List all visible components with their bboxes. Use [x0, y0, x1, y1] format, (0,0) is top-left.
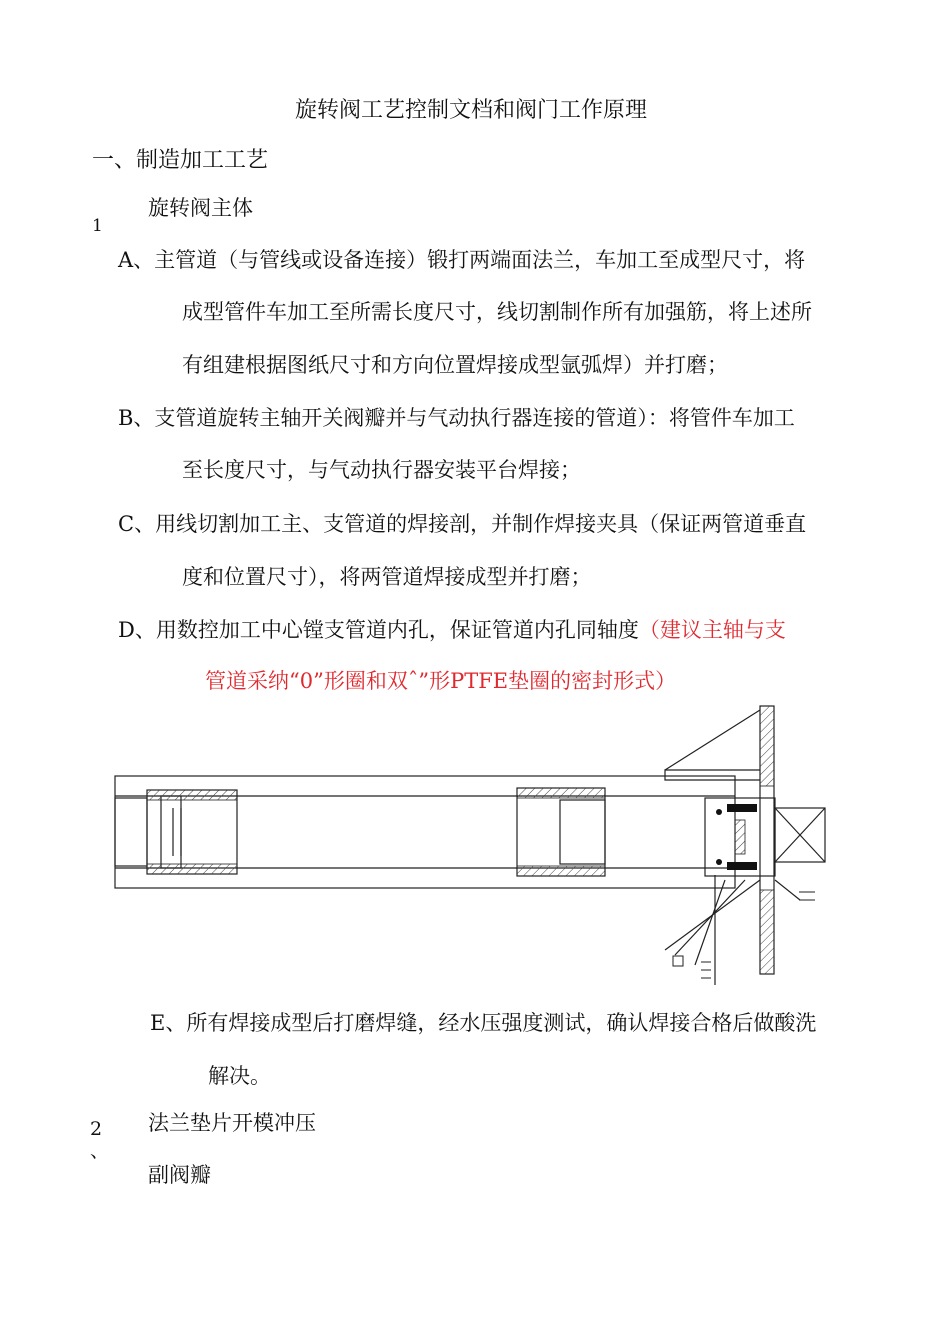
step-a-line-1: A、主管道（与管线或设备连接）锻打两端面法兰，车加工至成型尺寸，将	[118, 248, 806, 272]
step-b-line-2: 至长度尺寸，与气动执行器安装平台焊接；	[182, 458, 581, 482]
step-e-line-2: 解决。	[208, 1064, 271, 1088]
step-d-line-2: 管道采纳“0”形圈和双ˆ”形PTFE垫圈的密封形式）	[205, 669, 677, 693]
middle-fitting	[517, 788, 605, 876]
left-end-cap	[115, 798, 147, 866]
step-d-recommendation: （建议主轴与支	[638, 618, 786, 642]
step-d-line-1	[118, 617, 786, 643]
step-a-line-3: 有组建根据图纸尺寸和方向位置焊接成型氩弧焊）并打磨；	[182, 353, 728, 377]
step-c-line-2: 度和位置尺寸），将两管道焊接成型并打磨；	[182, 565, 592, 589]
item-1-number: 1	[92, 216, 103, 236]
step-c-line-1: C、用线切割加工主、支管道的焊接剖，并制作焊接夹具（保证两管道垂直	[118, 512, 807, 536]
valve-cross-section-drawing	[105, 700, 835, 1000]
section-heading: 一、制造加工工艺	[92, 148, 269, 173]
o-ring-seal-bottom	[727, 862, 757, 870]
o-ring-seal-top	[727, 804, 757, 812]
item-2-number: 2	[90, 1118, 103, 1140]
item-2-separator: 、	[90, 1140, 110, 1162]
step-e-line-1: E、所有焊接成型后打磨焊缝，经水压强度测试，确认焊接合格后做酸洗	[150, 1011, 817, 1035]
document-title: 旋转阀工艺控制文档和阀门工作原理	[295, 98, 648, 123]
item-3-title: 副阀瓣	[148, 1163, 211, 1187]
item-2-title: 法兰垫片开模冲压	[148, 1111, 316, 1135]
step-a-line-2: 成型管件车加工至所需长度尺寸，线切割制作所有加强筋，将上述所	[182, 300, 812, 324]
item-1-title: 旋转阀主体	[148, 196, 253, 220]
step-d-text: D、用数控加工中心镗支管道内孔，保证管道内孔同轴度	[118, 618, 639, 642]
step-b-line-1: B、支管道旋转主轴开关阀瓣并与气动执行器连接的管道）：将管件车加工	[118, 406, 795, 430]
